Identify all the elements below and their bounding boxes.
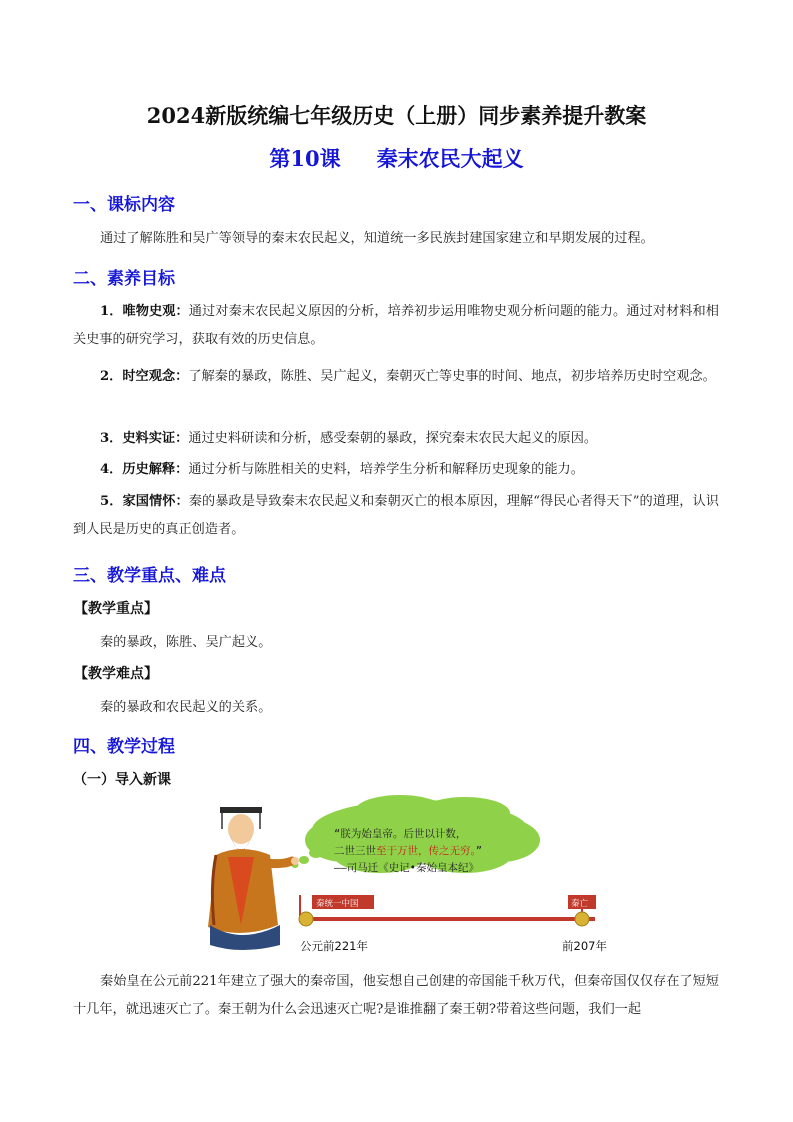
section-heading-curriculum: 一、课标内容 — [73, 195, 175, 215]
objective-text: 秦的暴政是导致秦末农民起义和秦朝灭亡的根本原因，理解“得民心者得天下”的道理，认识到人民是历史的真正创造者。 — [73, 494, 719, 537]
objective-label: 5．家国情怀： — [100, 494, 189, 509]
objective-item — [73, 425, 719, 453]
objective-item — [73, 488, 719, 544]
objective-text: 通过分析与陈胜相关的史料，培养学生分析和解释历史现象的能力。 — [188, 462, 584, 477]
lesson-title — [0, 143, 793, 173]
timeline-dot-end — [575, 912, 589, 926]
objective-item — [73, 363, 719, 391]
objective-text: 通过史料研读和分析，感受秦朝的暴政，探究秦末农民大起义的原因。 — [188, 431, 598, 446]
difficult-point-label: 【教学难点】 — [74, 666, 158, 682]
intro-paragraph: 秦始皇在公元前221年建立了强大的秦帝国，他妄想自己创建的帝国能千秋万代，但秦帝国仅仅存在了短短十几年，就迅速灭亡了。秦王朝为什么会迅速灭亡呢?是谁推翻了秦王朝?带着这些问题，我们一起 — [73, 974, 719, 1017]
curriculum-text: 通过了解陈胜和吴广等领导的秦末农民起义，知道统一多民族封建国家建立和早期发展的过程。 — [100, 231, 654, 246]
lesson-name: 秦末农民大起义 — [376, 146, 524, 171]
document-title: 2024新版统编七年级历史（上册）同步素养提升教案 — [146, 103, 647, 128]
quote-line-1: “朕为始皇帝。后世以计数， — [334, 828, 467, 840]
timeline-dot-start — [299, 912, 313, 926]
key-point-text: 秦的暴政，陈胜、吴广起义。 — [100, 635, 272, 650]
objective-item — [73, 456, 719, 484]
emperor-figure — [208, 807, 299, 950]
objective-label: 2．时空观念： — [100, 369, 189, 384]
quote-text — [334, 826, 564, 877]
flag-label-fall: 秦亡 — [571, 899, 589, 909]
objective-text: 了解秦的暴政，陈胜、吴广起义，秦朝灭亡等史事的时间、地点，初步培养历史时空观念。 — [188, 369, 716, 384]
objective-item — [73, 298, 719, 354]
section-heading-key-points: 三、教学重点、难点 — [73, 566, 226, 586]
quote-source: ——司马迁《史记•秦始皇本纪》 — [334, 862, 479, 874]
objective-text: 通过对秦末农民起义原因的分析，培养初步运用唯物史观分析问题的能力。通过对材料和相关史事的研究学习，获取有效的历史信息。 — [73, 304, 719, 347]
objective-label: 3．史料实证： — [100, 431, 189, 446]
objective-label: 4．历史解释： — [100, 462, 189, 477]
difficult-point-text: 秦的暴政和农民起义的关系。 — [100, 700, 272, 715]
timeline-date-end: 前207年 — [562, 939, 607, 953]
flag-label-unification: 秦统一中国 — [316, 899, 359, 909]
timeline-date-start: 公元前221年 — [300, 939, 368, 953]
qin-shihuang-illustration — [200, 795, 620, 960]
key-point-label: 【教学重点】 — [74, 601, 158, 617]
section-heading-process: 四、教学过程 — [73, 737, 175, 757]
objective-label: 1．唯物史观： — [100, 304, 189, 319]
lesson-number: 第10课 — [269, 146, 341, 171]
quote-line-2: 二世三世至于万世，传之无穷。” — [334, 845, 483, 857]
subsection-intro-heading: （一）导入新课 — [73, 772, 171, 788]
section-heading-objectives: 二、素养目标 — [73, 269, 175, 289]
